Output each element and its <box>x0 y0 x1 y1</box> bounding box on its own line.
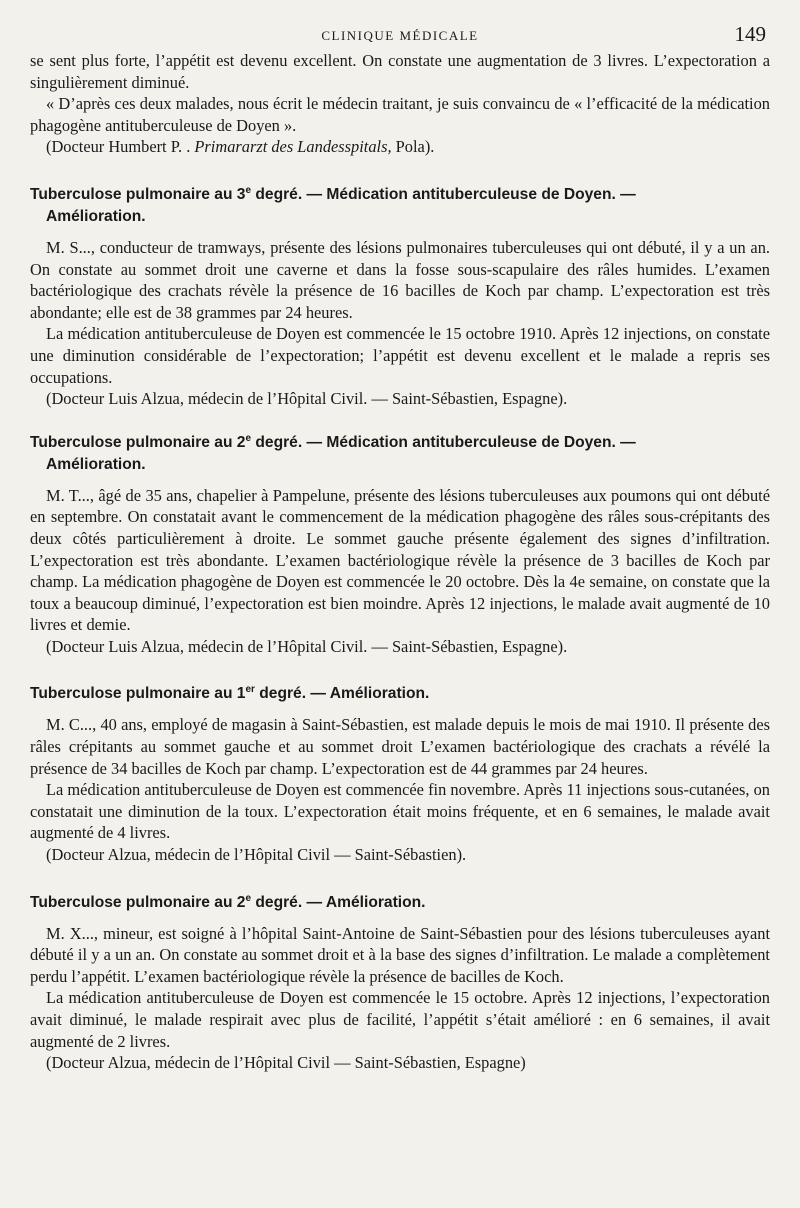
case-section <box>30 892 770 1074</box>
signature-title: Primararzt des Landesspitals, <box>194 137 392 157</box>
case-paragraph: M. X..., mineur, est soigné à l’hôpital Saint-Antoine de Saint-Sébastien pour des lésions tuberculeuses ayant débuté il y a un an. On constate au sommet droit et à la base des signes d’infiltration. Le malade a complètement perdu l’appétit. L’examen bactériologique révèle la présence de bacilles de Koch. <box>30 923 770 986</box>
intro-paragraph: se sent plus forte, l’appétit est devenu excellent. On constate une augmentation de 3 livres. L’expectoration a singulièrement diminué. <box>30 51 770 92</box>
case-paragraph: La médication antituberculeuse de Doyen est commencée fin novembre. Après 11 injections sous-cutanées, on constatait une diminution de la toux. L’expectoration était moins fréquente, et en 6 semaines, le malade avait augmenté de 4 livres. <box>30 780 770 843</box>
section-title-rest: degré. — Médication antituberculeuse de Doyen. — <box>251 185 636 203</box>
case-paragraph: M. C..., 40 ans, employé de magasin à Saint-Sébastien, est malade depuis le mois de mai 1910. Il présente des râles crépitants au sommet gauche et au sommet droit L’examen bactériologique des crachats a révélé la présence de 34 bacilles de Koch par champ. L’expectoration est de 44 grammes par 24 heures. <box>30 715 770 778</box>
case-signature: (Docteur Luis Alzua, médecin de l’Hôpital Civil. — Saint-Sébastien, Espagne). <box>46 636 568 656</box>
section-title <box>30 184 770 228</box>
section-title-text: Tuberculose pulmonaire au 3 <box>30 185 246 203</box>
case-signature: (Docteur Luis Alzua, médecin de l’Hôpital Civil. — Saint-Sébastien, Espagne). <box>46 389 568 409</box>
section-title <box>30 432 770 476</box>
page-number: 149 <box>734 22 766 46</box>
running-head: CLINIQUE MÉDICALE <box>321 28 479 43</box>
section-title-sup: e <box>245 184 252 196</box>
signature-name: (Docteur Humbert P. . <box>46 137 195 157</box>
section-title-line2: Amélioration. <box>46 207 146 225</box>
case-paragraph: La médication antituberculeuse de Doyen est commencée le 15 octobre 1910. Après 12 injections, on constate une diminution considérable de l’expectoration; l’appétit est devenu excellent et le malade a repris ses occupations. <box>30 324 770 387</box>
section-title-line2: Amélioration. <box>46 455 146 473</box>
signature-place: Pola). <box>391 137 435 157</box>
section-title-rest: degré. — Amélioration. <box>251 893 426 911</box>
case-section <box>30 683 770 865</box>
page <box>30 22 770 1074</box>
section-title-text: Tuberculose pulmonaire au 2 <box>30 893 246 911</box>
section-title-rest: degré. — Médication antituberculeuse de Doyen. — <box>251 433 636 451</box>
case-paragraph: La médication antituberculeuse de Doyen est commencée le 15 octobre. Après 12 injections, l’expectoration avait diminué, le malade respirait avec plus de facilité, l’appétit s’était amélioré : en 6 semaines, il avait augmenté de 2 livres. <box>30 988 770 1051</box>
section-title-rest: degré. — Amélioration. <box>254 685 430 703</box>
section-title-sup: e <box>245 892 252 904</box>
intro-signature <box>30 136 770 158</box>
section-title-text: Tuberculose pulmonaire au 1 <box>30 685 246 703</box>
case-signature: (Docteur Alzua, médecin de l’Hôpital Civil — Saint-Sébastien, Espagne) <box>46 1053 526 1073</box>
page-header <box>30 22 770 50</box>
case-signature: (Docteur Alzua, médecin de l’Hôpital Civil — Saint-Sébastien). <box>46 845 467 865</box>
section-title <box>30 892 770 914</box>
case-paragraph: M. S..., conducteur de tramways, présente des lésions pulmonaires tuberculeuses qui ont débuté, il y a un an. On constate au sommet droit une caverne et dans la fosse sous-scapulaire des râles humides. L’examen bactériologique des crachats révèle la présence de 16 bacilles de Koch par champ. L’expectoration est très abondante; elle est de 38 grammes par 24 heures. <box>30 237 770 322</box>
intro-block <box>30 50 770 158</box>
intro-quote: « D’après ces deux malades, nous écrit le médecin traitant, je suis convaincu de « l’efficacité de la médication phagogène antituberculeuse de Doyen ». <box>30 94 770 135</box>
section-title <box>30 683 770 705</box>
section-title-sup: er <box>245 684 255 696</box>
case-section <box>30 184 770 410</box>
section-title-text: Tuberculose pulmonaire au 2 <box>30 433 246 451</box>
case-section <box>30 432 770 658</box>
case-paragraph: M. T..., âgé de 35 ans, chapelier à Pampelune, présente des lésions tuberculeuses aux poumons qui ont débuté en septembre. On constatait avant le commencement de la médication phagogène des râles sous-crépitants des deux côtés particulièrement à droite. Le sommet gauche présente également des signes d’infiltration. L’expectoration est très abondante. L’examen bactériologique révèle la présence de 3 bacilles de Koch par champ. La médication phagogène de Doyen est commencée le 20 octobre. Dès la 4e semaine, on constate que la toux a beaucoup diminué, l’expectoration est bien moindre. Après 12 injections, le malade avait augmenté de 10 livres et demie. <box>30 485 770 635</box>
section-title-sup: e <box>245 432 252 444</box>
